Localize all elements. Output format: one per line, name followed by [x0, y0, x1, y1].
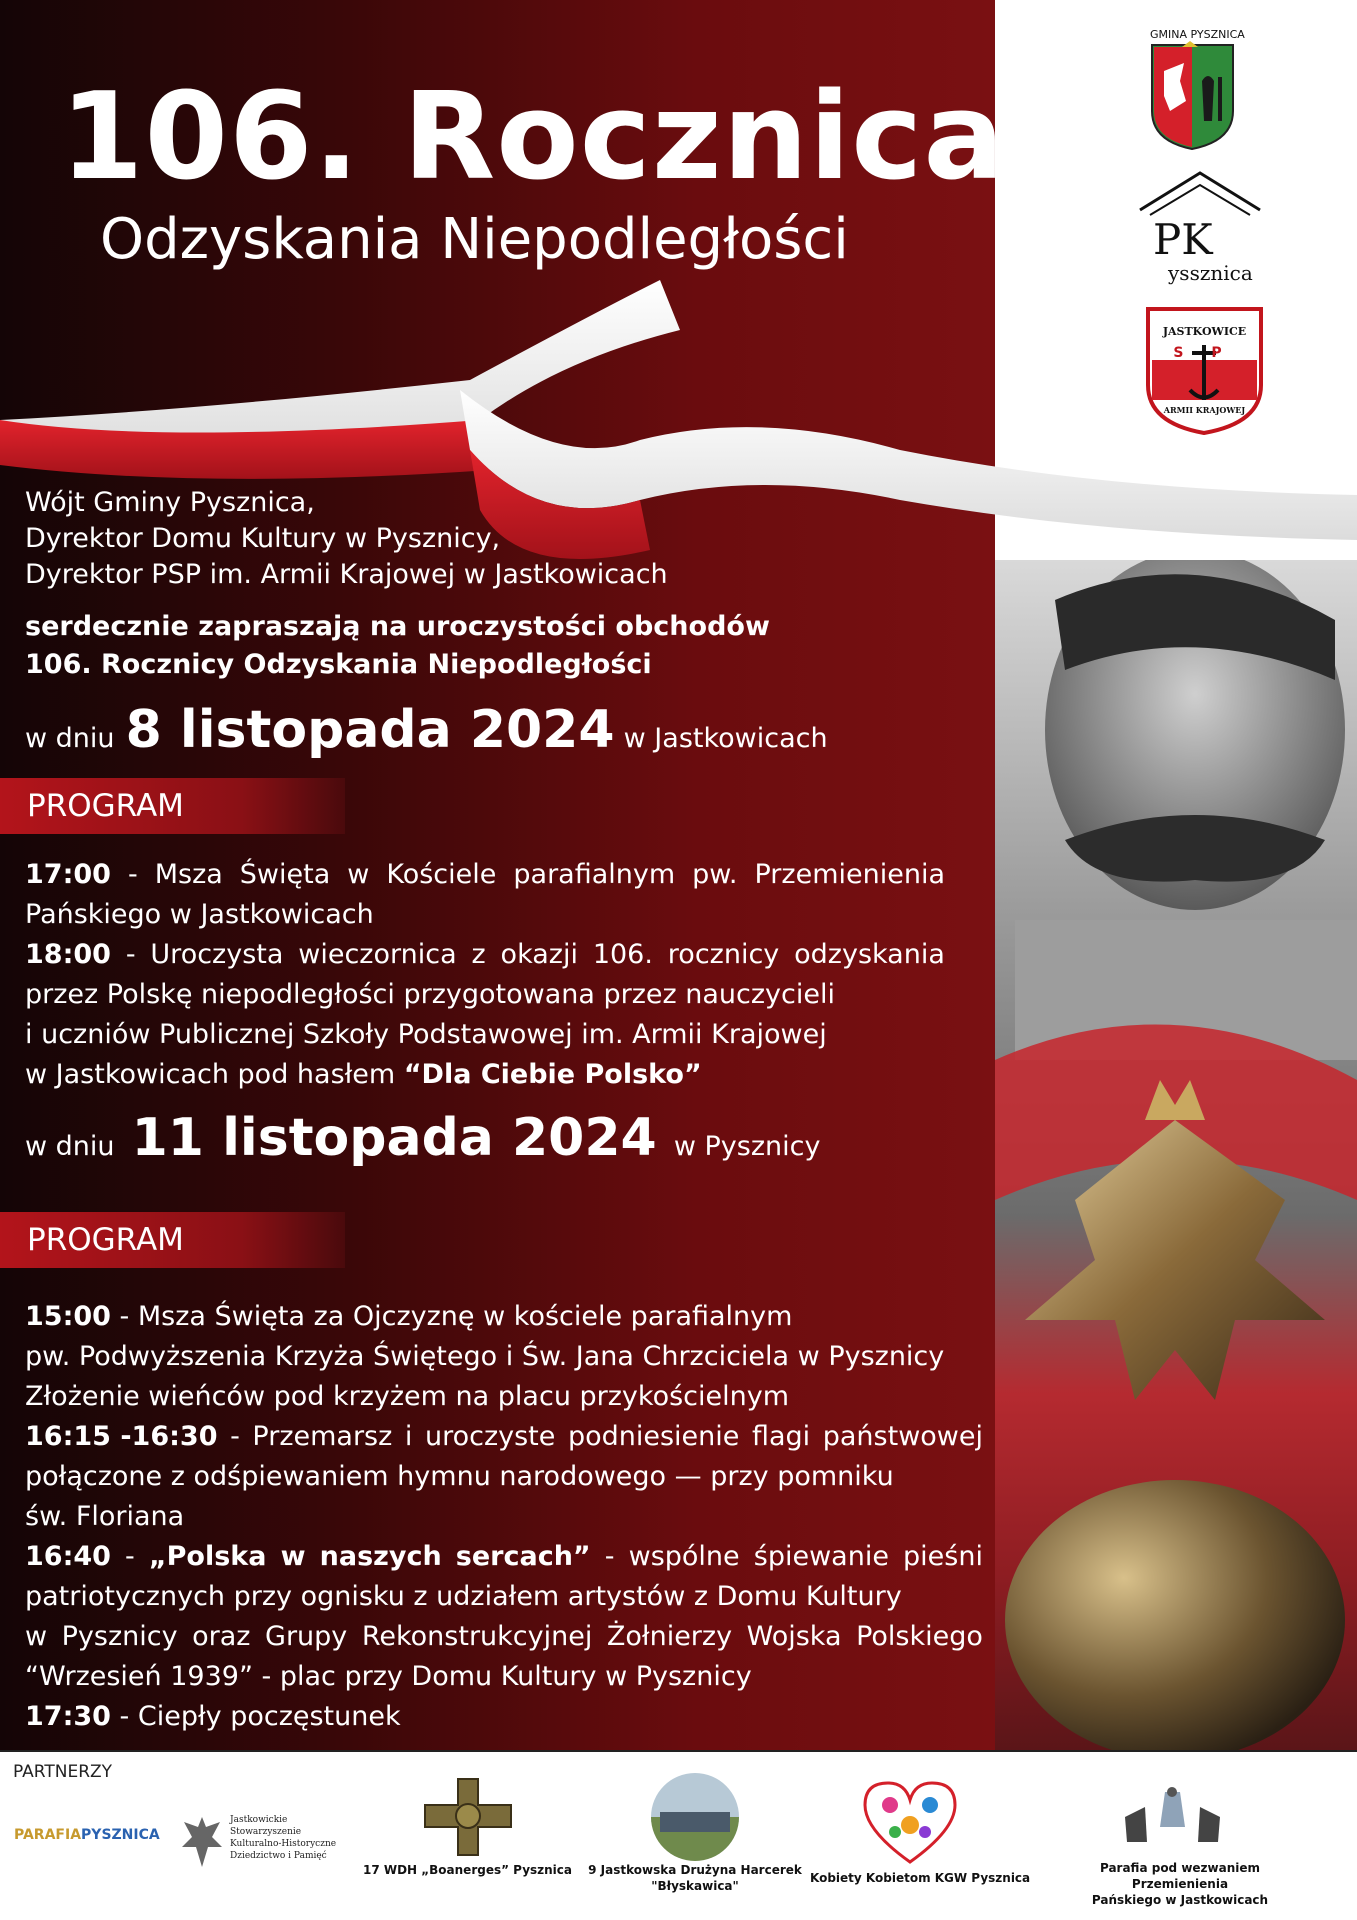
program1-item-2 [25, 935, 945, 975]
program2-time-4: 17:30 [25, 1701, 111, 1732]
program2-time-3: 16:40 [25, 1541, 111, 1572]
school-logo [1142, 305, 1267, 435]
word: w [280, 1541, 306, 1572]
program1-line: przez Polskę niepodległości przygotowana przez nauczycieli [25, 979, 835, 1010]
kgw-heart-icon [860, 1780, 960, 1865]
day2-place: w Pysznicy [673, 1131, 821, 1162]
day1-date: 8 listopada 2024 [125, 700, 615, 760]
program2-item-3 [25, 1537, 983, 1577]
word: „Polska [148, 1541, 267, 1572]
program2-line-text: - Ciepły poczęstunek [110, 1701, 401, 1732]
word: śpiewanie [753, 1541, 889, 1572]
druzyna-line: 9 Jastkowska Drużyna Harcerek [588, 1863, 802, 1877]
stowarzyszenie-logo [180, 1812, 337, 1876]
day2-prefix: w dniu [25, 1131, 115, 1162]
invitation-line: 106. Rocznicy Odzyskania Niepodległości [25, 649, 652, 680]
gmina-logo-label: GMINA PYSZNICA [1150, 28, 1245, 41]
word: Grupy [265, 1621, 348, 1652]
program1-label: PROGRAM [27, 788, 184, 824]
stowarzyszenie-line: Dziedzictwo i Pamięć [230, 1851, 327, 1861]
word: uroczyste [424, 1421, 556, 1452]
word: naszych [319, 1541, 442, 1572]
druzyna-caption [575, 1862, 815, 1894]
program2-item-1 [25, 1297, 983, 1337]
organizers-list [25, 485, 668, 593]
transfiguration-icon [1115, 1787, 1230, 1847]
word: Polskiego [856, 1621, 983, 1652]
page-subtitle: Odzyskania Niepodległości [100, 207, 849, 272]
program2-line: pw. Podwyższenia Krzyża Świętego i Św. Jana Chrzciciela w Pysznicy [25, 1341, 945, 1372]
program2-line: patriotycznych przy ognisku z udziałem artystów z Domu Kultury [25, 1581, 902, 1612]
druzyna-line: "Błyskawica" [651, 1879, 739, 1893]
organizer-line: Dyrektor Domu Kultury w Pysznicy, [25, 523, 501, 554]
portrait-image [995, 560, 1357, 1752]
dom-kultury-logo [1135, 165, 1265, 295]
word: Wojska [746, 1621, 842, 1652]
parafia-logo-text-a: PARAFIA [14, 1827, 82, 1843]
word: - [125, 939, 136, 970]
gmina-crest-icon [1150, 41, 1235, 151]
word: pw. [692, 859, 738, 890]
word: 106. [592, 939, 653, 970]
word: z [471, 939, 486, 970]
program2-item-2 [25, 1417, 983, 1457]
word: Rekonstrukcyjnej [361, 1621, 593, 1652]
word: - [230, 1421, 240, 1452]
program2-line-text: - Msza Święta za Ojczyznę w kościele parafialnym [110, 1301, 793, 1332]
program1-motto: “Dla Ciebie Polsko” [403, 1059, 702, 1090]
program1-line [25, 1055, 945, 1095]
dom-kultury-name: yssznica [1168, 261, 1253, 285]
parafia-jastkowice-line: Parafia pod wezwaniem Przemienienia [1099, 1861, 1261, 1891]
word: Przemarsz [252, 1421, 393, 1452]
day2-date: 11 listopada 2024 [131, 1108, 657, 1168]
stowarzyszenie-line: Jastkowickie [230, 1815, 288, 1825]
eagle-globe [1005, 1480, 1345, 1752]
partners-label: PARTNERZY [13, 1762, 113, 1782]
eagle-icon [180, 1812, 225, 1872]
druzyna-photo [650, 1772, 740, 1862]
word: - [604, 1541, 615, 1572]
program2-list [25, 1297, 983, 1737]
word: Pysznicy [61, 1621, 178, 1652]
harcerski-cross-icon [423, 1777, 513, 1857]
word: oraz [192, 1621, 251, 1652]
parafia-logo-text-b: PYSZNICA [81, 1827, 160, 1843]
organizer-line: Dyrektor PSP im. Armii Krajowej w Jastkowicach [25, 559, 668, 590]
parafia-jastkowice-caption [1050, 1860, 1310, 1908]
portrait-illustration [995, 560, 1357, 1752]
program2-item-4 [25, 1697, 983, 1737]
program2-line: połączone z odśpiewaniem hymnu narodowego — przy pomniku [25, 1461, 894, 1492]
word: Kościele [386, 859, 497, 890]
page-title: 106. Rocznica [60, 68, 1006, 207]
word: rocznicy [667, 939, 780, 970]
program2-time-1: 15:00 [25, 1301, 111, 1332]
program1-item-1 [25, 855, 945, 895]
partners-section [0, 1752, 1357, 1920]
word: pieśni [903, 1541, 983, 1572]
word: sercach” [455, 1541, 591, 1572]
parafia-pysznica-logo [14, 1827, 160, 1843]
word: Święta [239, 859, 331, 890]
invitation-text [25, 608, 770, 684]
school-logo-letters: SP [1173, 345, 1250, 361]
program1-time-2: 18:00 [25, 939, 111, 970]
word: państwowej [822, 1421, 983, 1452]
word: - [125, 1541, 135, 1572]
kgw-caption: Kobiety Kobietom KGW Pysznica [810, 1871, 1031, 1885]
day1-place: w Jastkowicach [623, 723, 828, 754]
program2-line: Złożenie wieńców pod krzyżem na placu przykościelnym [25, 1381, 790, 1412]
invitation-line: serdecznie zapraszają na uroczystości obchodów [25, 611, 770, 642]
gmina-logo [1150, 28, 1245, 155]
school-logo-top: JASTKOWICE [1162, 325, 1247, 338]
stowarzyszenie-line: Stowarzyszenie [230, 1827, 302, 1837]
stowarzyszenie-text [230, 1814, 336, 1862]
program1-line-text: w Jastkowicach pod hasłem [25, 1059, 404, 1090]
word: Msza [154, 859, 223, 890]
program1-line: Pańskiego w Jastkowicach [25, 899, 374, 930]
word: i [404, 1421, 413, 1452]
program1-list [25, 855, 945, 1095]
stowarzyszenie-line: Kulturalno-Historyczne [230, 1839, 337, 1849]
program1-header [0, 778, 345, 834]
program2-time-2: 16:15 -16:30 [25, 1421, 218, 1452]
day1-date-row [25, 700, 828, 760]
program1-line: i uczniów Publicznej Szkoły Podstawowej im. Armii Krajowej [25, 1019, 827, 1050]
wdh-caption: 17 WDH „Boanerges” Pysznica [362, 1863, 573, 1877]
word: podniesienie [567, 1421, 740, 1452]
word: flagi [751, 1421, 811, 1452]
day2-date-row [25, 1108, 820, 1168]
parafia-jastkowice-line: Pańskiego w Jastkowicach [1091, 1893, 1269, 1907]
organizer-line: Wójt Gminy Pysznica, [25, 487, 315, 518]
word: odzyskania [794, 939, 945, 970]
day1-prefix: w dniu [25, 723, 115, 754]
program2-header [0, 1212, 345, 1268]
word: w [347, 859, 370, 890]
word: Przemienienia [754, 859, 945, 890]
program2-line: św. Floriana [25, 1501, 185, 1532]
word: wspólne [628, 1541, 740, 1572]
program1-time-1: 17:00 [25, 859, 111, 890]
program2-label: PROGRAM [27, 1222, 184, 1258]
program2-line: “Wrzesień 1939” - plac przy Domu Kultury w Pysznicy [25, 1661, 752, 1692]
word: Uroczysta [150, 939, 284, 970]
word: wieczornica [298, 939, 457, 970]
school-logo-bottom: ARMII KRAJOWEJ [1163, 405, 1246, 415]
word: Żołnierzy [606, 1621, 733, 1652]
word: w [25, 1621, 48, 1652]
word: - [127, 859, 138, 890]
dom-kultury-letters: PK [1153, 215, 1213, 264]
program2-line-justified [25, 1617, 983, 1657]
word: okazji [500, 939, 578, 970]
word: parafialnym [513, 859, 676, 890]
